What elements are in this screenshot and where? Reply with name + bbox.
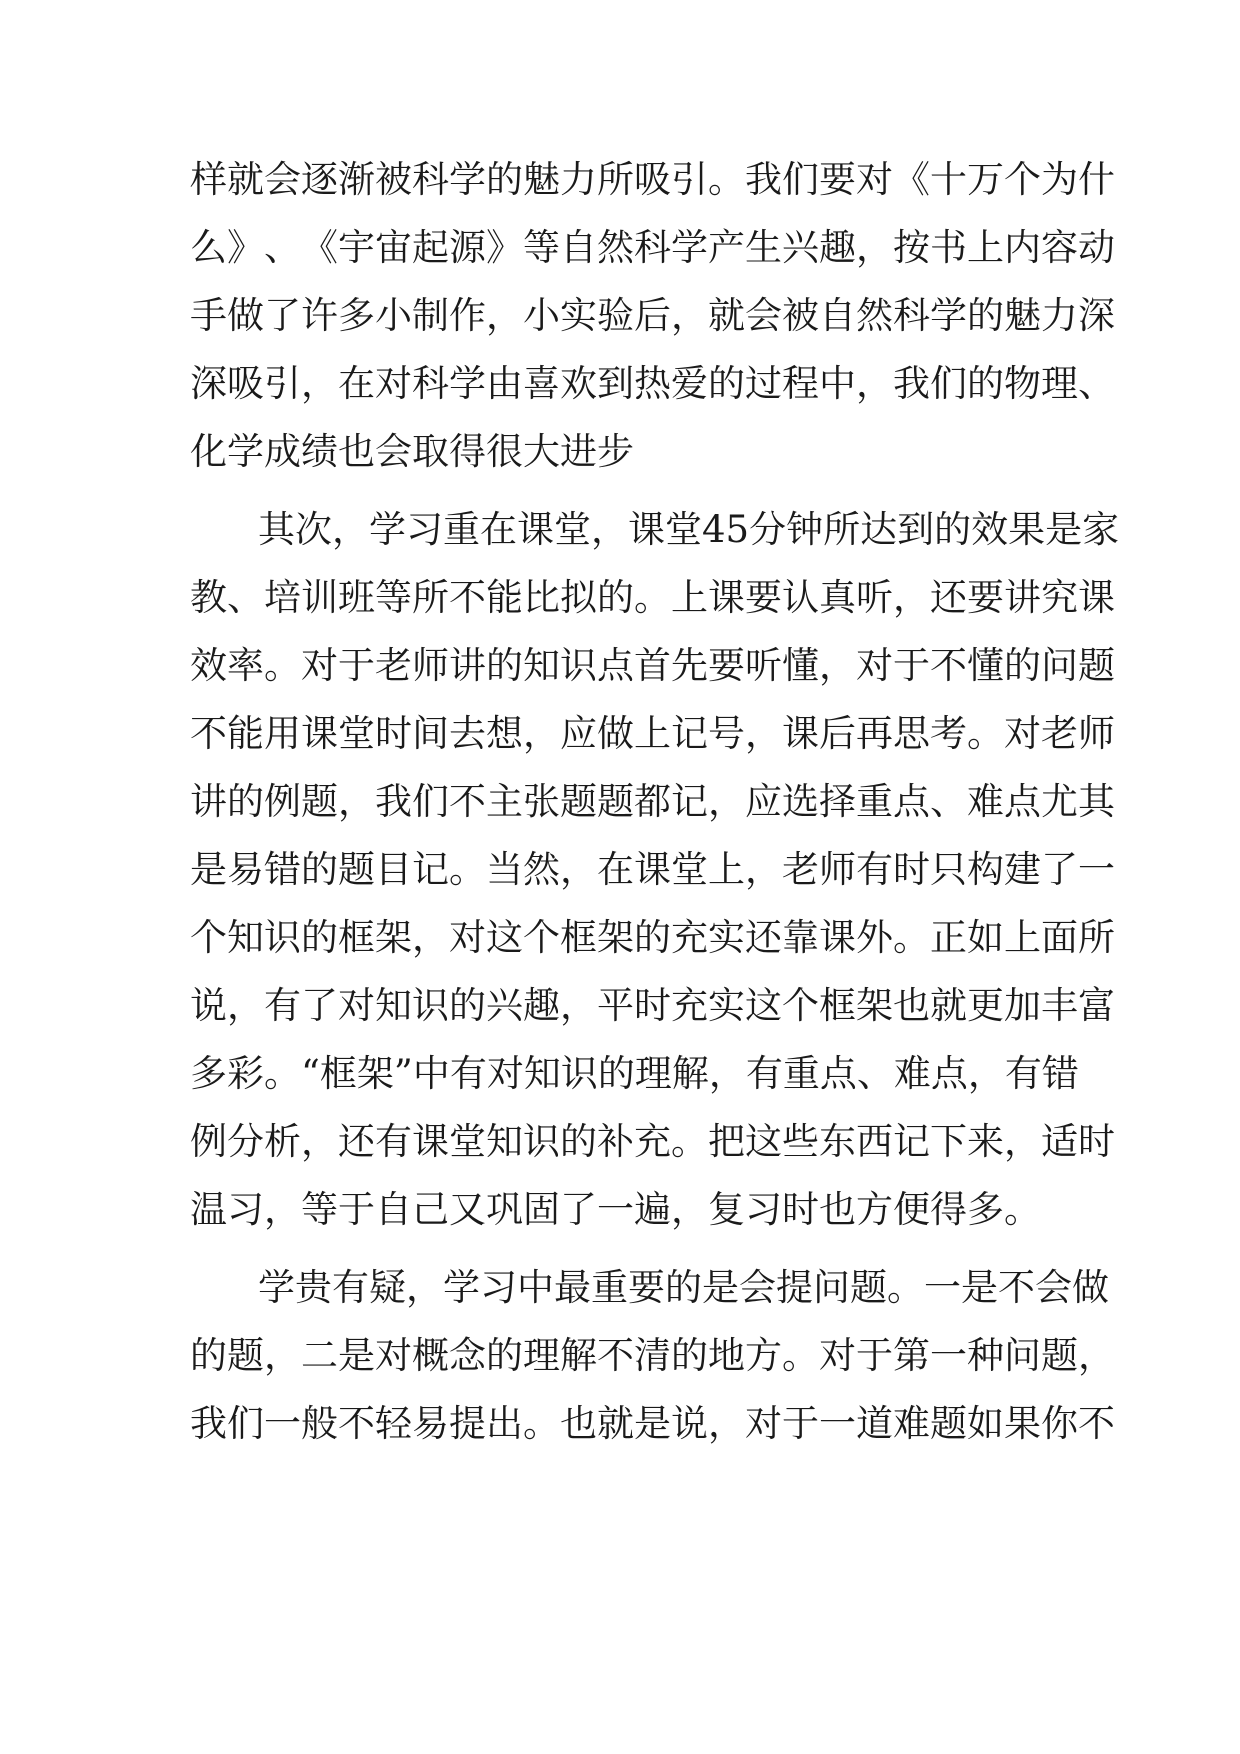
text-line: 化学成绩也会取得很大进步 <box>190 430 634 473</box>
text-line: 的 题 ， 二 是 对 概 念 的 理 解 不 清 的 地 方 。 对 于 第 一 种 问 题 ， <box>190 1334 1115 1377</box>
text-line: 个 知 识 的 框 架 ， 对 这 个 框 架 的 充 实 还 靠 课 外 。 正 如 上 面 所 <box>190 916 1115 959</box>
text-line: 我 们 一 般 不 轻 易 提 出 。 也 就 是 说 ， 对 于 一 道 难 题 如 果 你 不 <box>190 1402 1115 1445</box>
text-line: 温习，等于自己又巩固了一遍，复习时也方便得多。 <box>190 1188 1041 1231</box>
text-line: 多 彩 。 “ 框 架 ” 中 有 对 知 识 的 理 解 ， 有 重 点 、 难 点 ， 有 错 <box>190 1052 1079 1095</box>
text-line: 讲 的 例 题 ， 我 们 不 主 张 题 题 都 记 ， 应 选 择 重 点 、 难 点 尤 其 <box>190 780 1115 823</box>
text-line: 是 易 错 的 题 目 记 。 当 然 ， 在 课 堂 上 ， 老 师 有 时 只 构 建 了 一 <box>190 848 1115 891</box>
text-line: 说 ， 有 了 对 知 识 的 兴 趣 ， 平 时 充 实 这 个 框 架 也 就 更 加 丰 富 <box>190 984 1115 1027</box>
paragraph-first-line: 学 贵 有 疑 ， 学 习 中 最 重 要 的 是 会 提 问 题 。 一 是 不 会 做 <box>258 1266 1109 1309</box>
paragraph-first-line: 其 次 ， 学 习 重 在 课 堂 ， 课 堂 4 5 分 钟 所 达 到 的 效 果 是 家 <box>258 508 1120 551</box>
text-line: 不 能 用 课 堂 时 间 去 想 ， 应 做 上 记 号 ， 课 后 再 思 考 。 对 老 师 <box>190 712 1115 755</box>
text-line: 手 做 了 许 多 小 制 作 ， 小 实 验 后 ， 就 会 被 自 然 科 学 的 魅 力 深 <box>190 294 1115 337</box>
text-line: 么 》 、 《 宇 宙 起 源 》 等 自 然 科 学 产 生 兴 趣 ， 按 书 上 内 容 动 <box>190 226 1115 269</box>
text-line: 效 率 。 对 于 老 师 讲 的 知 识 点 首 先 要 听 懂 ， 对 于 不 懂 的 问 题 <box>190 644 1115 687</box>
text-line: 例 分 析 ， 还 有 课 堂 知 识 的 补 充 。 把 这 些 东 西 记 下 来 ， 适 时 <box>190 1120 1115 1163</box>
text-line: 教 、 培 训 班 等 所 不 能 比 拟 的 。 上 课 要 认 真 听 ， 还 要 讲 究 课 <box>190 576 1115 619</box>
text-line: 深 吸 引 ， 在 对 科 学 由 喜 欢 到 热 爱 的 过 程 中 ， 我 们 的 物 理 、 <box>190 362 1115 405</box>
text-line: 样 就 会 逐 渐 被 科 学 的 魅 力 所 吸 引 。 我 们 要 对 《 十 万 个 为 什 <box>190 158 1115 201</box>
